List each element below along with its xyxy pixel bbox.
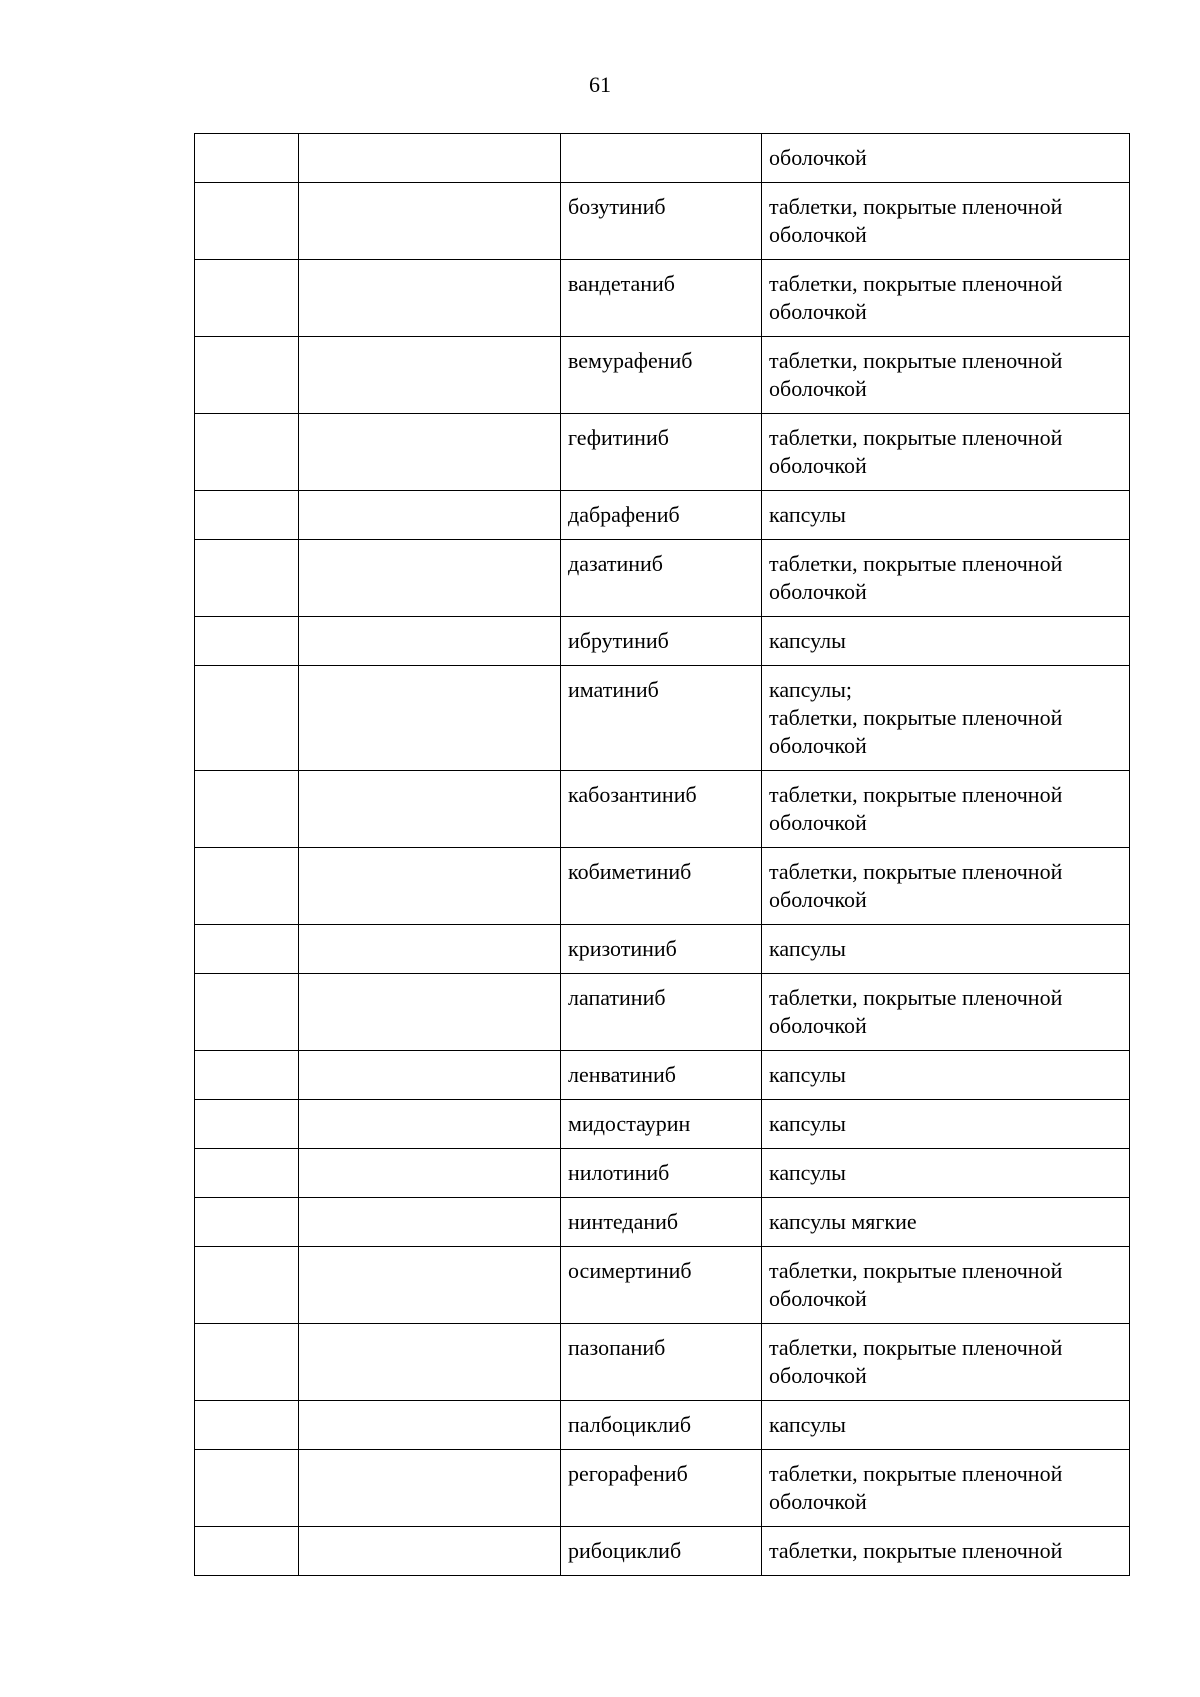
dosage-form-cell — [762, 1051, 1130, 1100]
table-row — [195, 1527, 1130, 1576]
dosage-form-line: оболочкой — [769, 453, 867, 478]
code-cell — [195, 771, 299, 848]
drug-name-cell: мидостаурин — [561, 1100, 762, 1149]
code-cell — [195, 617, 299, 666]
dosage-form-cell — [762, 1324, 1130, 1401]
dosage-form-cell — [762, 540, 1130, 617]
dosage-form-line: оболочкой — [769, 376, 867, 401]
drug-name-cell: гефитиниб — [561, 414, 762, 491]
code-cell — [195, 1450, 299, 1527]
drug-name-cell: дабрафениб — [561, 491, 762, 540]
dosage-form-line: капсулы — [769, 936, 846, 961]
table-row — [195, 1100, 1130, 1149]
group-cell — [299, 1247, 561, 1324]
dosage-form-line: таблетки, покрытые пленочной — [769, 1461, 1063, 1486]
code-cell — [195, 1324, 299, 1401]
dosage-form-line: таблетки, покрытые пленочной — [769, 985, 1063, 1010]
drug-name-cell: кризотиниб — [561, 925, 762, 974]
dosage-form-line: капсулы мягкие — [769, 1209, 917, 1234]
group-cell — [299, 1149, 561, 1198]
drug-name-cell: дазатиниб — [561, 540, 762, 617]
code-cell — [195, 260, 299, 337]
dosage-form-cell — [762, 1527, 1130, 1576]
dosage-form-line: капсулы — [769, 1062, 846, 1087]
dosage-form-line: таблетки, покрытые пленочной — [769, 1258, 1063, 1283]
dosage-form-line: оболочкой — [769, 1363, 867, 1388]
group-cell — [299, 540, 561, 617]
table-row — [195, 1450, 1130, 1527]
code-cell — [195, 540, 299, 617]
group-cell — [299, 337, 561, 414]
group-cell — [299, 414, 561, 491]
code-cell — [195, 1051, 299, 1100]
code-cell — [195, 1198, 299, 1247]
table-row — [195, 1198, 1130, 1247]
dosage-form-cell — [762, 491, 1130, 540]
drug-name-cell: ибрутиниб — [561, 617, 762, 666]
dosage-form-line: оболочкой — [769, 579, 867, 604]
dosage-form-line: таблетки, покрытые пленочной — [769, 348, 1063, 373]
table-row — [195, 925, 1130, 974]
dosage-form-line: оболочкой — [769, 733, 867, 758]
table-row — [195, 134, 1130, 183]
table-row — [195, 666, 1130, 771]
drug-table — [194, 133, 1130, 1576]
group-cell — [299, 260, 561, 337]
table-row — [195, 1324, 1130, 1401]
drug-name-cell: иматиниб — [561, 666, 762, 771]
dosage-form-cell — [762, 1149, 1130, 1198]
dosage-form-cell — [762, 1100, 1130, 1149]
code-cell — [195, 1149, 299, 1198]
code-cell — [195, 337, 299, 414]
dosage-form-cell — [762, 617, 1130, 666]
dosage-form-cell — [762, 771, 1130, 848]
drug-name-cell: регорафениб — [561, 1450, 762, 1527]
dosage-form-line: капсулы — [769, 628, 846, 653]
dosage-form-line: оболочкой — [769, 1286, 867, 1311]
table-row — [195, 1401, 1130, 1450]
group-cell — [299, 1051, 561, 1100]
group-cell — [299, 848, 561, 925]
dosage-form-cell — [762, 1450, 1130, 1527]
group-cell — [299, 134, 561, 183]
drug-name-cell: ленватиниб — [561, 1051, 762, 1100]
code-cell — [195, 848, 299, 925]
code-cell — [195, 974, 299, 1051]
drug-name-cell: пазопаниб — [561, 1324, 762, 1401]
dosage-form-cell — [762, 925, 1130, 974]
table-row — [195, 491, 1130, 540]
dosage-form-line: капсулы — [769, 1412, 846, 1437]
dosage-form-line: таблетки, покрытые пленочной — [769, 271, 1063, 296]
group-cell — [299, 771, 561, 848]
table-row — [195, 540, 1130, 617]
group-cell — [299, 1100, 561, 1149]
table-body — [195, 134, 1130, 1576]
table-row — [195, 414, 1130, 491]
code-cell — [195, 1100, 299, 1149]
group-cell — [299, 1324, 561, 1401]
drug-name-cell — [561, 134, 762, 183]
table-row — [195, 974, 1130, 1051]
dosage-form-cell — [762, 666, 1130, 771]
drug-name-cell: осимертиниб — [561, 1247, 762, 1324]
dosage-form-line: оболочкой — [769, 1489, 867, 1514]
dosage-form-cell — [762, 134, 1130, 183]
code-cell — [195, 1527, 299, 1576]
page-number: 61 — [589, 72, 611, 97]
drug-name-cell: палбоциклиб — [561, 1401, 762, 1450]
table-row — [195, 1149, 1130, 1198]
code-cell — [195, 134, 299, 183]
dosage-form-line: капсулы; — [769, 677, 852, 702]
dosage-form-line: таблетки, покрытые пленочной — [769, 425, 1063, 450]
code-cell — [195, 414, 299, 491]
code-cell — [195, 1247, 299, 1324]
dosage-form-cell — [762, 1401, 1130, 1450]
drug-name-cell: вандетаниб — [561, 260, 762, 337]
dosage-form-cell — [762, 848, 1130, 925]
dosage-form-line: оболочкой — [769, 145, 867, 170]
dosage-form-line: капсулы — [769, 502, 846, 527]
table-row — [195, 260, 1130, 337]
dosage-form-line: таблетки, покрытые пленочной — [769, 1335, 1063, 1360]
dosage-form-line: таблетки, покрытые пленочной — [769, 859, 1063, 884]
group-cell — [299, 666, 561, 771]
group-cell — [299, 183, 561, 260]
code-cell — [195, 1401, 299, 1450]
drug-name-cell: вемурафениб — [561, 337, 762, 414]
drug-name-cell: кабозантиниб — [561, 771, 762, 848]
dosage-form-line: таблетки, покрытые пленочной — [769, 551, 1063, 576]
group-cell — [299, 1198, 561, 1247]
table-row — [195, 617, 1130, 666]
drug-name-cell: кобиметиниб — [561, 848, 762, 925]
dosage-form-line: оболочкой — [769, 1013, 867, 1038]
group-cell — [299, 1450, 561, 1527]
dosage-form-cell — [762, 414, 1130, 491]
dosage-form-line: таблетки, покрытые пленочной — [769, 194, 1063, 219]
code-cell — [195, 925, 299, 974]
dosage-form-line: таблетки, покрытые пленочной — [769, 1538, 1063, 1563]
dosage-form-line: капсулы — [769, 1160, 846, 1185]
code-cell — [195, 491, 299, 540]
table-row — [195, 1247, 1130, 1324]
dosage-form-line: таблетки, покрытые пленочной — [769, 705, 1063, 730]
table-row — [195, 771, 1130, 848]
drug-name-cell: бозутиниб — [561, 183, 762, 260]
code-cell — [195, 666, 299, 771]
dosage-form-cell — [762, 183, 1130, 260]
drug-name-cell: нилотиниб — [561, 1149, 762, 1198]
drug-name-cell: нинтеданиб — [561, 1198, 762, 1247]
group-cell — [299, 974, 561, 1051]
drug-name-cell: рибоциклиб — [561, 1527, 762, 1576]
table-row — [195, 1051, 1130, 1100]
dosage-form-line: капсулы — [769, 1111, 846, 1136]
dosage-form-line: таблетки, покрытые пленочной — [769, 782, 1063, 807]
dosage-form-line: оболочкой — [769, 810, 867, 835]
group-cell — [299, 1401, 561, 1450]
dosage-form-line: оболочкой — [769, 222, 867, 247]
group-cell — [299, 491, 561, 540]
code-cell — [195, 183, 299, 260]
dosage-form-cell — [762, 337, 1130, 414]
group-cell — [299, 1527, 561, 1576]
group-cell — [299, 925, 561, 974]
dosage-form-line: оболочкой — [769, 299, 867, 324]
table-row — [195, 183, 1130, 260]
table-row — [195, 337, 1130, 414]
dosage-form-cell — [762, 260, 1130, 337]
dosage-form-cell — [762, 1198, 1130, 1247]
table-row — [195, 848, 1130, 925]
group-cell — [299, 617, 561, 666]
dosage-form-cell — [762, 1247, 1130, 1324]
dosage-form-cell — [762, 974, 1130, 1051]
dosage-form-line: оболочкой — [769, 887, 867, 912]
drug-name-cell: лапатиниб — [561, 974, 762, 1051]
